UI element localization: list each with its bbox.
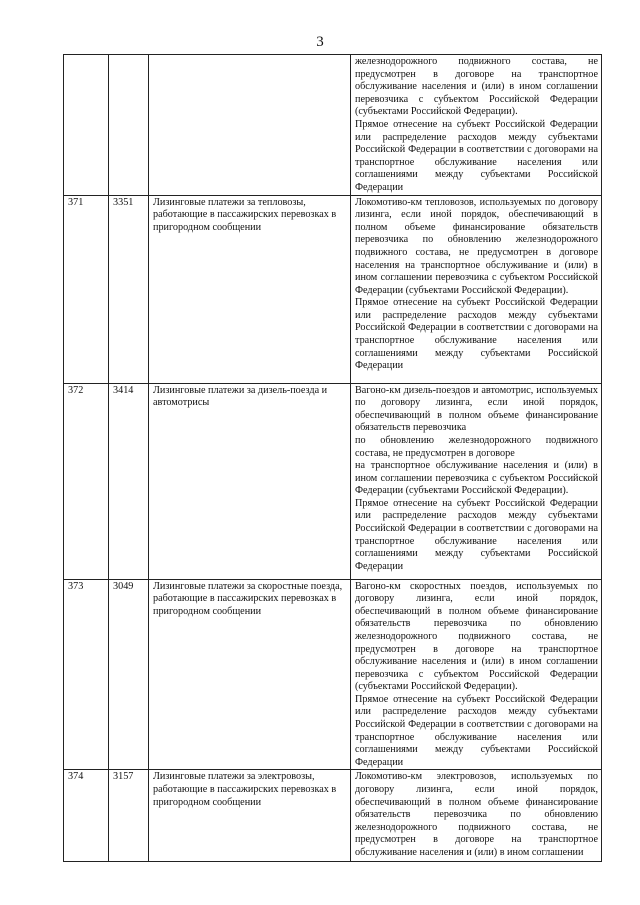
description-paragraph: Прямое отнесение на субъект Российской Федерации или распределение расходов между субъектами Российской Федерации в соответствии с договорами на транспортное обслуживание населения или соглашениями между субъектами Российской Федерации	[355, 693, 598, 768]
row-description	[351, 579, 602, 770]
row-code: 3049	[109, 579, 149, 770]
description-paragraph: Локомотиво-км тепловозов, используемых по договору лизинга, если иной порядок, обеспечивающий в полном объеме финансирование обязательств перевозчика по обновлению железнодорожного подвижного состава, не предусмотрен в договоре населения на транспортное обслуживание и (или) в ином соглашении перевозчика с субъектом Российской Федерации (субъектами Российской Федерации).	[355, 196, 598, 296]
row-code	[109, 55, 149, 196]
tariff-table	[63, 54, 602, 862]
row-number: 371	[64, 195, 109, 383]
description-paragraph: на транспортное обслуживание населения и (или) в ином соглашении перевозчика с субъектом Российской Федерации (субъектами Российской Федерации).	[355, 460, 598, 497]
row-description	[351, 770, 602, 862]
description-paragraph: по обновлению железнодорожного подвижного состава, не предусмотрен в договоре	[355, 434, 598, 459]
row-name: Лизинговые платежи за дизель-поезда и автомотрисы	[149, 383, 351, 579]
description-paragraph: Прямое отнесение на субъект Российской Федерации или распределение расходов между субъектами Российской Федерации в соответствии с договорами на транспортное обслуживание населения или соглашениями между субъектами Российской Федерации	[355, 497, 598, 572]
row-description	[351, 383, 602, 579]
row-number: 373	[64, 579, 109, 770]
table-row	[64, 195, 602, 383]
description-paragraph: Прямое отнесение на субъект Российской Федерации или распределение расходов между субъектами Российской Федерации в соответствии с договорами на транспортное обслуживание населения или соглашениями между субъектами Российской Федерации	[355, 297, 598, 372]
table-row	[64, 770, 602, 862]
row-code: 3351	[109, 195, 149, 383]
row-description	[351, 195, 602, 383]
description-paragraph: Прямое отнесение на субъект Российской Федерации или распределение расходов между субъектами Российской Федерации в соответствии с договорами на транспортное обслуживание населения или соглашениями между субъектами Российской Федерации	[355, 118, 598, 193]
row-number: 374	[64, 770, 109, 862]
description-paragraph: Локомотиво-км электровозов, используемых по договору лизинга, если иной порядок, обеспечивающий в полном объеме финансирование обязательств перевозчика по обновлению железнодорожного подвижного состава, не предусмотрен в договоре на транспортное обслуживание населения и (или) в ином соглашении	[355, 771, 598, 858]
table-row	[64, 579, 602, 770]
description-paragraph: железнодорожного подвижного состава, не предусмотрен в договоре на транспортное обслуживание населения и (или) в ином соглашении перевозчика с субъектом Российской Федерации (субъектами Российской Федерации).	[355, 56, 598, 118]
page-number: 3	[316, 34, 324, 50]
row-code: 3157	[109, 770, 149, 862]
row-description	[351, 55, 602, 196]
row-number	[64, 55, 109, 196]
row-code: 3414	[109, 383, 149, 579]
table-row	[64, 55, 602, 196]
row-name: Лизинговые платежи за скоростные поезда, работающие в пассажирских перевозках в пригородном сообщении	[149, 579, 351, 770]
description-paragraph: Вагоно-км скоростных поездов, используемых по договору лизинга, если иной порядок, обеспечивающий в полном объеме финансирование обязательств перевозчика по обновлению железнодорожного подвижного состава, не предусмотрен в договоре на транспортное обслуживание населения и (или) в ином соглашении перевозчика с субъектом Российской Федерации (субъектами Российской Федерации).	[355, 580, 598, 693]
row-number: 372	[64, 383, 109, 579]
table-row	[64, 383, 602, 579]
row-name: Лизинговые платежи за электровозы, работающие в пассажирских перевозках в пригородном сообщении	[149, 770, 351, 862]
row-name	[149, 55, 351, 196]
description-paragraph: Вагоно-км дизель-поездов и автомотрис, используемых по договору лизинга, если иной порядок, обеспечивающий в полном объеме финансирование обязательств перевозчика	[355, 384, 598, 434]
row-name: Лизинговые платежи за тепловозы, работающие в пассажирских перевозках в пригородном сообщении	[149, 195, 351, 383]
